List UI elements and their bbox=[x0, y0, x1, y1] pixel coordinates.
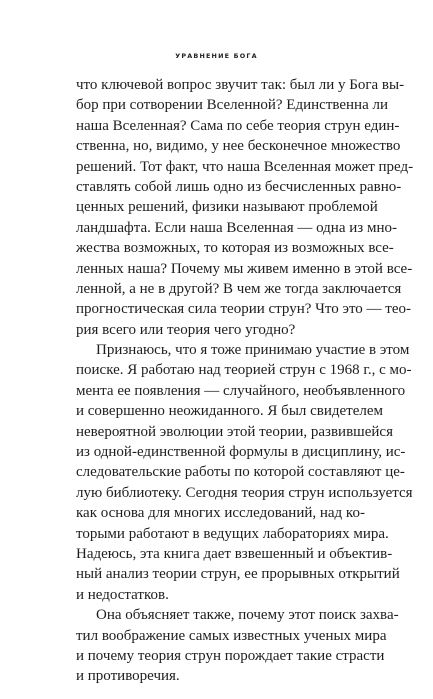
text-line: ленной, а не в другой? В чем же тогда заключается bbox=[76, 280, 402, 297]
text-line: как основа для многих исследований, над ко- bbox=[76, 505, 365, 522]
text-line: из одной-единственной формулы в дисциплину, ис- bbox=[76, 444, 406, 461]
paragraph-last-line: и противоречия. bbox=[76, 668, 180, 685]
text-line: наша Вселенная? Сама по себе теория струн един- bbox=[76, 117, 400, 134]
text-line: ственна, но, видимо, у нее бесконечное множество bbox=[76, 138, 401, 155]
text-line: тил воображение самых известных ученых мира bbox=[76, 627, 387, 644]
text-line: ленных наша? Почему мы живем именно в этой все- bbox=[76, 260, 413, 277]
text-line: и почему теория струн порождает такие страсти bbox=[76, 647, 385, 664]
text-line: прогностическая сила теории струн? Что это — тео- bbox=[76, 301, 412, 318]
text-line: ландшафта. Если наша Вселенная — одна из мно- bbox=[76, 219, 397, 236]
text-line: торыми работают в ведущих лабораториях мира. bbox=[76, 525, 389, 542]
text-line: невероятной эволюции этой теории, развившейся bbox=[76, 423, 393, 440]
paragraph-last-line: и недостатков. bbox=[76, 586, 169, 603]
text-line: ный анализ теории струн, ее прорывных открытий bbox=[76, 566, 400, 583]
text-line: бор при сотворении Вселенной? Единственна ли bbox=[76, 97, 388, 114]
body-text bbox=[76, 75, 414, 687]
text-line: решений. Тот факт, что наша Вселенная может пред- bbox=[76, 158, 414, 175]
text-line: следовательские работы по которой составляют це- bbox=[76, 464, 405, 481]
text-line: лую библиотеку. Сегодня теория струн используется bbox=[76, 484, 413, 501]
paragraph-first-line: Признаюсь, что я тоже принимаю участие в этом bbox=[96, 342, 410, 359]
paragraph-last-line: рия всего или теория чего угодно? bbox=[76, 321, 296, 338]
text-line: жества возможных, то которая из возможных все- bbox=[76, 240, 394, 257]
text-line: и совершенно неожиданного. Я был свидетелем bbox=[76, 403, 384, 420]
text-line: мента ее появления — случайного, необъявленного bbox=[76, 382, 406, 399]
text-line: Надеюсь, эта книга дает взвешенный и объектив- bbox=[76, 545, 393, 562]
running-head: УРАВНЕНИЕ БОГА bbox=[175, 52, 258, 60]
text-line: что ключевой вопрос звучит так: был ли у Бога вы- bbox=[76, 77, 405, 93]
text-line: ставлять собой лишь одно из бесчисленных равно- bbox=[76, 178, 402, 195]
paragraph-first-line: Она объясняет также, почему этот поиск захва- bbox=[96, 607, 399, 624]
text-line: поиске. Я работаю над теорией струн с 1968 г., с мо- bbox=[76, 362, 412, 379]
text-line: ценных решений, физики называют проблемой bbox=[76, 199, 378, 216]
